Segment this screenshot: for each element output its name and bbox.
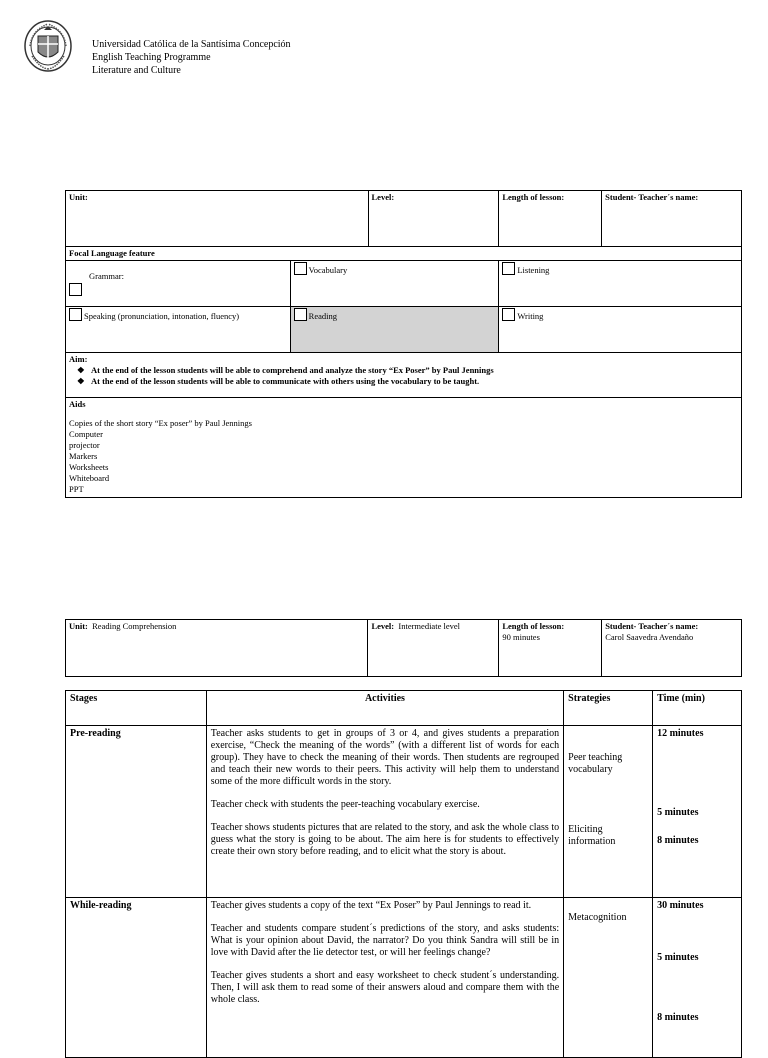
activity-paragraph: Teacher and students compare student´s predictions of the story, and asks students: What is your opinion about David, the narrator? Do you think Sandra will still be in love with David after the lie detector test, or will her feelings change?: [210, 923, 560, 958]
university-name: Universidad Católica de la Santísima Concepción: [92, 39, 291, 50]
whilereading-times: [653, 898, 742, 1058]
strategies-header: Strategies: [564, 691, 653, 726]
aim-item: ❖ At the end of the lesson students will be able to communicate with others using the vocabulary to be taught.: [77, 376, 480, 386]
writing-cell: [499, 307, 742, 353]
reading-checkbox[interactable]: [294, 308, 307, 321]
speaking-label: Speaking (pronunciation, intonation, fluency): [84, 311, 240, 321]
aids-item: Worksheets: [69, 462, 109, 472]
aids-item: Computer: [69, 429, 103, 439]
activity-paragraph: Teacher gives students a copy of the text “Ex Poser” by Paul Jennings to read it.: [210, 900, 532, 911]
aids-item: Whiteboard: [69, 473, 110, 483]
aids-label: Aids: [69, 399, 86, 409]
grammar-label: Grammar:: [89, 271, 124, 281]
time-header: Time (min): [653, 691, 742, 726]
length-cell: [499, 620, 602, 677]
time-item: 5 minutes: [657, 952, 699, 963]
strategy-item: Metacognition: [568, 912, 627, 923]
prereading-strategies: [564, 726, 653, 898]
length-value: 90 minutes: [502, 632, 540, 642]
programme-name: English Teaching Programme: [92, 52, 211, 63]
level-label: Level:: [371, 621, 395, 631]
unit-value: Reading Comprehension: [92, 621, 177, 631]
unit-label: Unit:: [69, 192, 88, 202]
length-label: Length of lesson:: [502, 621, 565, 631]
prereading-times: [653, 726, 742, 898]
activity-paragraph: Teacher check with students the peer-teaching vocabulary exercise.: [210, 799, 480, 810]
lesson-form-filled: [65, 619, 742, 677]
activities-header: Activities: [206, 691, 563, 726]
speaking-cell: [66, 307, 291, 353]
aids-item: PPT: [69, 484, 84, 494]
whilereading-activities: [206, 898, 563, 1058]
unit-label: Unit:: [69, 621, 88, 631]
lesson-form-blank: [65, 190, 742, 498]
vocabulary-checkbox[interactable]: [294, 262, 307, 275]
aids-item: Copies of the short story “Ex poser” by Paul Jennings: [69, 418, 252, 428]
student-teacher-value: Carol Saavedra Avendaño: [605, 632, 694, 642]
level-value: Intermediate level: [398, 621, 460, 631]
time-item: 30 minutes: [657, 900, 704, 911]
institution-header: [92, 38, 291, 77]
prereading-activities: [206, 726, 563, 898]
stages-header: Stages: [66, 691, 207, 726]
speaking-checkbox[interactable]: [69, 308, 82, 321]
aids-item: Markers: [69, 451, 98, 461]
time-item: 8 minutes: [657, 835, 699, 846]
university-seal-icon: [24, 20, 72, 72]
listening-checkbox[interactable]: [502, 262, 515, 275]
student-teacher-label: Student- Teacher´s name:: [605, 192, 699, 202]
focal-language-label: Focal Language feature: [66, 247, 742, 261]
aids-cell: [66, 398, 742, 498]
prereading-stage: Pre-reading: [66, 726, 207, 898]
time-item: 8 minutes: [657, 1012, 699, 1023]
length-label: Length of lesson:: [502, 192, 565, 202]
aids-item: projector: [69, 440, 100, 450]
writing-checkbox[interactable]: [502, 308, 515, 321]
listening-cell: [499, 261, 742, 307]
aim-label: Aim:: [69, 354, 88, 364]
student-cell: [602, 191, 742, 247]
unit-cell: [66, 620, 368, 677]
strategy-item: Peer teaching vocabulary: [568, 752, 623, 775]
grammar-checkbox[interactable]: [69, 283, 82, 296]
activity-paragraph: Teacher gives students a short and easy worksheet to check student´s understanding. Then, I will ask them to read some of their answers aloud and compare them with the whole class.: [210, 970, 560, 1005]
aim-cell: [66, 353, 742, 398]
grammar-cell: [66, 261, 291, 307]
level-cell: [368, 620, 499, 677]
course-name: Literature and Culture: [92, 65, 181, 76]
activity-paragraph: Teacher shows students pictures that are related to the story, and ask the whole class to guess what the story is going to be about. The aim here is for students to effectively create their own story before reading, and to elicit what the story is about.: [210, 822, 560, 857]
time-item: 12 minutes: [657, 728, 704, 739]
unit-cell: [66, 191, 369, 247]
level-cell: [368, 191, 499, 247]
lesson-plan-table: [65, 690, 742, 1058]
activity-paragraph: Teacher asks students to get in groups of 3 or 4, and gives students a preparation exercise, “Check the meaning of the words” (with a different list of words for each group). They have to check the meaning of their words. Then students are regrouped and teach their new words to their peers. This activity will help them to understand some of the more difficult words in the story.: [210, 728, 560, 787]
student-teacher-label: Student- Teacher´s name:: [605, 621, 699, 631]
reading-label: Reading: [308, 311, 337, 321]
reading-cell: [290, 307, 499, 353]
level-label: Level:: [371, 192, 395, 202]
whilereading-strategies: [564, 898, 653, 1058]
strategy-item: Eliciting information: [568, 824, 616, 847]
student-cell: [602, 620, 742, 677]
vocabulary-cell: [290, 261, 499, 307]
listening-label: Listening: [517, 265, 550, 275]
aim-item: ❖ At the end of the lesson students will be able to comprehend and analyze the story “Ex Poser” by Paul Jennings: [77, 365, 494, 375]
length-cell: [499, 191, 602, 247]
vocabulary-label: Vocabulary: [308, 265, 348, 275]
whilereading-stage: While-reading: [66, 898, 207, 1058]
time-item: 5 minutes: [657, 807, 699, 818]
writing-label: Writing: [517, 311, 544, 321]
